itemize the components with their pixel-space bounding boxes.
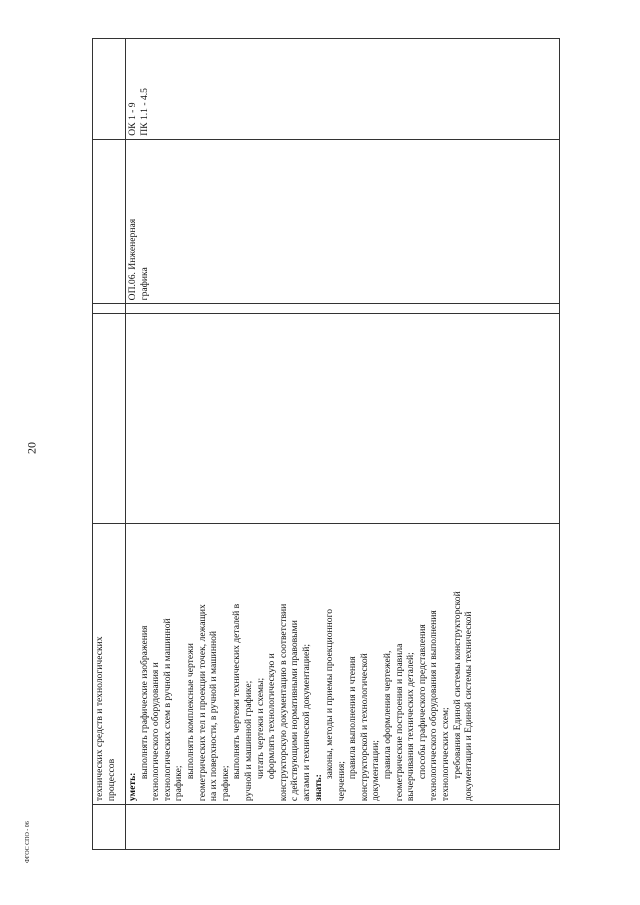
knowledge-line: технологических схем; xyxy=(440,707,452,802)
skill-line: графике; xyxy=(173,765,185,802)
narrow-column xyxy=(93,303,559,313)
knowledge-line: правила выполнения и чтения xyxy=(347,656,359,780)
knowledge-line: технологического оборудования и выполнения xyxy=(428,610,440,802)
hours-column xyxy=(93,313,559,522)
knowledge-line: конструкторской и технологической xyxy=(358,653,370,802)
skill-line: выполнять комплексные чертежи xyxy=(184,643,196,780)
knowledge-line: требования Единой системы конструкторской xyxy=(451,591,463,780)
previous-row-line: технических средств и технологических xyxy=(94,636,105,802)
skill-line: с действующими нормативными правовыми xyxy=(289,620,301,802)
skill-line: актами и технической документацией; xyxy=(300,643,312,802)
curriculum-table xyxy=(92,38,560,850)
skill-line: геометрических тел и проекции точек, лежащих xyxy=(196,604,208,802)
skill-line: графике; xyxy=(219,765,231,802)
competency-codes xyxy=(126,39,151,139)
skill-line: выполнять чертежи технических деталей в xyxy=(231,603,243,780)
skill-line: технологических схем в ручной и машинной xyxy=(161,618,173,802)
requirements-text xyxy=(126,524,476,804)
knowledge-line: способы графического представления xyxy=(416,624,428,780)
footer-code: ФГОС СПО - 06 xyxy=(25,821,31,863)
discipline-name xyxy=(126,140,151,304)
skill-line: выполнять графические изображения xyxy=(138,625,150,780)
skill-line: оформлять технологическую и xyxy=(266,653,278,780)
knowledge-line: документации и Единой системы технической xyxy=(463,611,475,802)
previous-row-text xyxy=(93,524,118,804)
skill-line: на их поверхности, в ручной и машинной xyxy=(208,630,220,802)
knowledge-line: вычерчивания технических деталей; xyxy=(405,652,417,802)
requirements-column xyxy=(93,523,559,804)
competency-line: ПК 1.1 - 4.5 xyxy=(138,88,150,136)
discipline-line: ОП.06. Инженерная xyxy=(127,218,138,301)
previous-row-line: процессов xyxy=(105,758,117,802)
knowledge-line: документации; xyxy=(370,740,382,802)
knowledge-line: черчения; xyxy=(335,761,347,802)
skill-line: технологического оборудования и xyxy=(150,662,162,802)
skill-line: конструкторскую документацию в соответствии xyxy=(277,603,289,802)
discipline-line: графика xyxy=(138,267,150,301)
knowledge-line: правила оформления чертежей, xyxy=(382,650,394,780)
knowledge-line: законы, методы и приемы проекционного xyxy=(324,608,336,780)
index-column xyxy=(93,804,559,849)
curriculum-table-wrapper xyxy=(92,38,560,850)
competency-line: ОК 1 - 9 xyxy=(127,102,138,136)
skill-line: ручной и машинной графике; xyxy=(242,680,254,802)
skills-heading: уметь: xyxy=(127,772,138,802)
knowledge-heading: знать: xyxy=(312,774,324,802)
skill-line: читать чертежи и схемы; xyxy=(254,677,266,780)
knowledge-line: геометрические построения и правила xyxy=(393,643,405,802)
page-number: 20 xyxy=(24,442,39,454)
discipline-column xyxy=(93,139,559,304)
competencies-column xyxy=(93,39,559,139)
